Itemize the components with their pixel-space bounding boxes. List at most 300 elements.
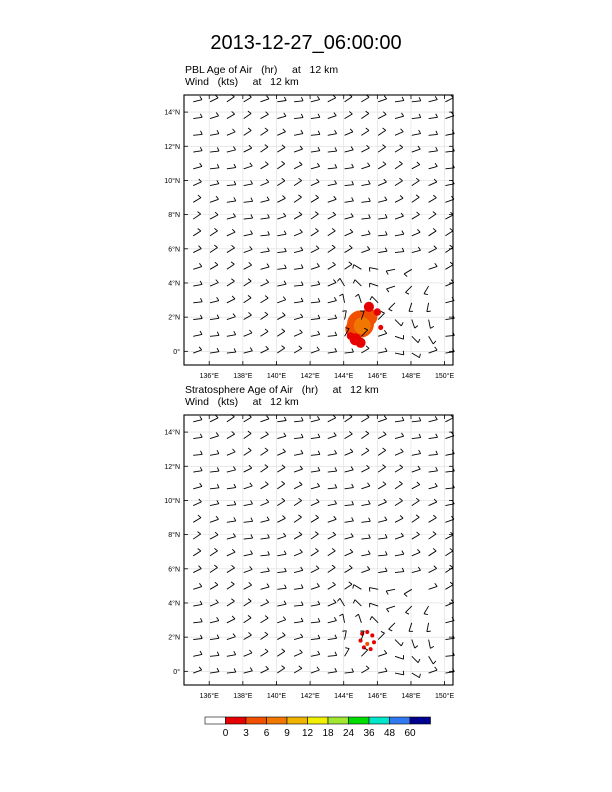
wind-barb	[311, 566, 319, 573]
wind-barb	[370, 296, 378, 302]
x-tick-label: 148°E	[401, 373, 421, 380]
wind-barb-flag	[300, 229, 303, 232]
wind-barb-shaft	[445, 585, 453, 590]
wind-barb-shaft	[260, 502, 268, 505]
wind-barb-shaft	[294, 454, 303, 456]
wind-barb	[277, 161, 284, 168]
wind-barb-shaft	[210, 568, 217, 573]
wind-barb-shaft	[210, 655, 219, 656]
wind-barb	[412, 195, 419, 202]
wind-barb-shaft	[193, 151, 202, 152]
wind-barb-shaft	[277, 588, 286, 589]
wind-barb	[378, 482, 386, 489]
wind-barb	[311, 96, 320, 102]
wind-barb-flag	[317, 263, 319, 266]
wind-barb-shaft	[412, 149, 420, 152]
wind-barb-shaft	[328, 471, 337, 472]
wind-barb-shaft	[277, 484, 284, 489]
wind-barb-shaft	[345, 132, 353, 135]
colorbar	[205, 717, 431, 739]
wind-barb	[244, 330, 252, 336]
wind-barb-shaft	[260, 467, 267, 472]
wind-barb-flag	[217, 652, 219, 656]
wind-barb-flag	[335, 450, 337, 453]
wind-barb-shaft	[395, 147, 403, 152]
wind-barb	[412, 130, 421, 135]
wind-barb-flag	[435, 347, 437, 350]
wind-barb	[311, 667, 319, 673]
wind-barb-shaft	[193, 182, 201, 186]
wind-barb-flag	[337, 598, 340, 601]
wind-barb	[244, 246, 252, 252]
wind-barb-shaft	[429, 198, 437, 203]
wind-barb-flag	[436, 147, 438, 151]
wind-barb-shaft	[294, 421, 303, 422]
wind-barb-shaft	[244, 281, 252, 286]
wind-barb	[429, 483, 438, 489]
wind-barb-shaft	[277, 554, 286, 556]
wind-barb	[404, 589, 412, 596]
wind-barb	[260, 145, 267, 152]
y-tick-label: 2°N	[168, 314, 180, 322]
wind-barb-shaft	[294, 485, 302, 489]
wind-barb	[277, 617, 285, 623]
wind-barb-shaft	[227, 452, 235, 455]
wind-barb	[311, 651, 320, 656]
wind-barb-shaft	[345, 505, 354, 506]
wind-barb-flag	[351, 533, 353, 536]
wind-barb	[193, 163, 202, 169]
x-tick-label: 136°E	[199, 373, 219, 380]
wind-barb-shaft	[361, 504, 370, 506]
wind-barb	[345, 146, 354, 152]
wind-barb-flag	[234, 484, 236, 488]
wind-barb	[328, 147, 337, 152]
wind-barb	[429, 566, 437, 573]
wind-barb-flag	[231, 599, 234, 601]
wind-barb	[395, 498, 403, 505]
wind-barb-flag	[198, 548, 201, 550]
wind-barb	[353, 265, 362, 270]
wind-barb-shaft	[227, 150, 236, 152]
wind-barb-flag	[318, 618, 320, 622]
wind-barb-shaft	[210, 265, 218, 269]
wind-barb-shaft	[369, 588, 378, 590]
wind-barb-flag	[233, 314, 235, 317]
wind-barb	[361, 566, 369, 572]
wind-barb	[260, 346, 268, 353]
wind-barb	[345, 111, 353, 118]
wind-barb-shaft	[244, 601, 252, 606]
wind-barb-flag	[301, 434, 303, 438]
wind-barb	[210, 164, 219, 169]
wind-barb	[412, 247, 421, 253]
wind-barb-shaft	[328, 504, 337, 506]
wind-barb-shaft	[294, 469, 302, 472]
wind-barb-flag	[402, 97, 404, 101]
wind-barb	[429, 347, 437, 353]
wind-barb	[345, 533, 354, 539]
wind-barb-shaft	[277, 452, 285, 456]
wind-barb	[260, 264, 269, 270]
wind-barb-flag	[335, 130, 337, 133]
wind-barb-shaft	[244, 570, 252, 573]
wind-barb	[294, 618, 303, 623]
wind-barb-flag	[215, 582, 218, 585]
wind-barb-shaft	[244, 218, 253, 219]
wind-barb	[260, 128, 268, 135]
wind-barb-shaft	[193, 198, 201, 203]
wind-barb-flag	[301, 634, 303, 637]
wind-barb-shaft	[227, 132, 235, 135]
wind-barb-shaft	[445, 248, 452, 253]
wind-barb	[210, 147, 219, 152]
wind-barb	[429, 532, 436, 539]
wind-barb	[328, 113, 337, 119]
panel1-field-label: PBL Age of Air (hr) at 12 km	[185, 64, 339, 76]
wind-barb-shaft	[294, 118, 303, 119]
wind-barb-shaft	[244, 250, 252, 253]
wind-barb	[210, 297, 219, 303]
wind-barb-flag	[249, 262, 252, 265]
wind-barb-shaft	[345, 470, 354, 472]
wind-barb-flag	[352, 181, 354, 185]
wind-barb	[328, 262, 336, 269]
wind-barb	[244, 448, 252, 455]
wind-barb-shaft	[244, 298, 251, 303]
wind-barb-flag	[318, 451, 320, 455]
wind-barb-flag	[333, 280, 336, 283]
wind-barb-shaft	[386, 589, 395, 591]
wind-barb-shaft	[193, 604, 202, 606]
age-of-air-cell	[370, 633, 374, 637]
wind-barb-shaft	[244, 521, 253, 522]
wind-barb	[294, 450, 303, 455]
wind-barb-shaft	[378, 434, 386, 438]
wind-barb	[345, 517, 354, 522]
wind-barb-flag	[369, 268, 370, 272]
wind-barb-flag	[332, 548, 335, 550]
wind-barb-flag	[352, 484, 354, 488]
wind-barb	[210, 212, 218, 219]
wind-barb	[244, 214, 253, 219]
wind-barb	[244, 198, 253, 203]
wind-barb	[378, 534, 387, 539]
wind-barb-shaft	[409, 303, 412, 312]
wind-barb	[429, 515, 437, 522]
wind-barb-flag	[403, 671, 404, 675]
wind-barb	[378, 248, 387, 253]
wind-barb	[345, 197, 354, 202]
wind-barb	[328, 415, 336, 422]
wind-barb-shaft	[412, 232, 420, 235]
wind-barb-shaft	[193, 249, 201, 253]
wind-barb	[361, 95, 369, 102]
wind-barb-shaft	[378, 653, 387, 656]
wind-barb-flag	[315, 228, 318, 230]
wind-barb	[294, 265, 303, 270]
wind-barb	[345, 181, 354, 186]
wind-barb-shaft	[210, 488, 219, 489]
wind-barb	[210, 415, 218, 422]
wind-barb	[328, 548, 336, 555]
wind-barb	[193, 434, 202, 439]
wind-barb	[277, 195, 285, 202]
wind-barb	[378, 551, 387, 556]
wind-barb	[395, 533, 404, 539]
wind-barb	[227, 484, 236, 489]
wind-barb	[193, 499, 201, 506]
wind-barb	[311, 483, 320, 489]
wind-barb	[328, 196, 336, 202]
wind-barb	[227, 467, 236, 473]
wind-barb-shaft	[412, 454, 421, 456]
wind-barb-shaft	[294, 552, 302, 555]
wind-barb-flag	[315, 212, 318, 214]
wind-barb-flag	[282, 649, 285, 651]
wind-barb-shaft	[429, 518, 437, 523]
age-of-air-cell	[374, 308, 381, 316]
wind-barb-shaft	[345, 552, 353, 556]
wind-barb-shaft	[378, 235, 387, 236]
wind-barb-shaft	[193, 420, 202, 422]
wind-barb-shaft	[412, 250, 421, 252]
wind-barb	[277, 449, 285, 456]
wind-barb-flag	[267, 584, 269, 587]
wind-barb-shaft	[210, 672, 219, 673]
wind-barb	[361, 551, 370, 556]
wind-barb-flag	[283, 449, 286, 452]
wind-barb	[328, 652, 337, 657]
wind-barb-flag	[267, 197, 269, 200]
wind-barb	[277, 129, 285, 136]
wind-barb	[193, 179, 201, 186]
wind-barb-shaft	[311, 182, 319, 186]
wind-barb-shaft	[294, 149, 302, 152]
wind-barb	[294, 130, 303, 135]
wind-barb-shaft	[294, 621, 303, 622]
wind-barb-flag	[234, 331, 236, 334]
wind-barb-shaft	[193, 231, 201, 236]
wind-barb	[345, 213, 354, 219]
wind-barb-shaft	[328, 184, 337, 186]
wind-barb-flag	[251, 214, 253, 218]
wind-barb-flag	[250, 163, 252, 166]
wind-barb-flag	[250, 231, 252, 234]
wind-barb-flag	[416, 515, 419, 517]
wind-barb-flag	[301, 314, 303, 317]
wind-barb-shaft	[244, 653, 252, 656]
wind-barb-shaft	[193, 117, 202, 118]
wind-barb-flag	[199, 347, 202, 350]
colorbar-label: 12	[301, 728, 314, 739]
wind-barb	[227, 181, 236, 186]
wind-barb-flag	[249, 330, 252, 333]
wind-barb-flag	[369, 534, 371, 538]
wind-barb-shaft	[424, 606, 429, 614]
wind-barb-flag	[284, 551, 286, 554]
wind-barb-flag	[435, 483, 437, 486]
wind-barb-shaft	[412, 517, 419, 522]
wind-barb-flag	[317, 583, 319, 586]
colorbar-label: 9	[284, 728, 290, 739]
wind-barb-flag	[385, 197, 387, 200]
wind-barb	[386, 606, 395, 612]
wind-barb-flag	[300, 549, 303, 552]
wind-barb	[227, 668, 236, 673]
wind-barb	[260, 312, 267, 319]
colorbar-label: 3	[243, 728, 249, 739]
wind-barb-flag	[339, 294, 342, 296]
wind-barb-flag	[401, 449, 404, 452]
wind-barb	[193, 298, 202, 303]
y-tick-label: 6°N	[168, 246, 180, 254]
wind-barb-flag	[284, 417, 286, 421]
wind-barb-flag	[351, 146, 353, 149]
wind-barb-shaft	[311, 266, 320, 269]
wind-barb-flag	[198, 228, 201, 230]
wind-barb-flag	[217, 500, 219, 503]
wind-barb-shaft	[412, 353, 420, 358]
wind-barb	[277, 265, 286, 270]
wind-barb	[395, 213, 404, 219]
wind-barb-flag	[233, 533, 235, 536]
wind-barb	[277, 649, 285, 656]
wind-barb-shaft	[361, 450, 369, 455]
wind-barb-shaft	[277, 572, 286, 573]
wind-barb-flag	[384, 96, 386, 99]
wind-barb-shaft	[294, 588, 303, 589]
wind-barb	[412, 532, 420, 539]
wind-barb	[395, 195, 403, 202]
wind-barb-shaft	[244, 486, 253, 489]
wind-barb-shaft	[277, 467, 285, 472]
wind-barb	[429, 163, 438, 169]
wind-barb-flag	[349, 565, 352, 568]
wind-barb-shaft	[311, 471, 320, 472]
wind-barb-shaft	[395, 181, 403, 186]
wind-barb-flag	[265, 162, 268, 165]
y-tick-label: 6°N	[168, 566, 180, 574]
wind-barb-shaft	[260, 331, 268, 336]
wind-barb-shaft	[378, 218, 387, 219]
wind-barb-flag	[366, 666, 369, 669]
wind-barb-flag	[400, 195, 403, 198]
wind-barb-shaft	[386, 286, 395, 289]
wind-barb-flag	[335, 332, 337, 336]
wind-barb-shaft	[311, 198, 319, 203]
wind-barb	[361, 128, 369, 135]
wind-barb-shaft	[193, 502, 201, 506]
wind-barb-flag	[350, 129, 353, 132]
wind-barb	[294, 178, 302, 185]
wind-barb-flag	[282, 346, 285, 348]
wind-barb	[311, 618, 320, 623]
wind-barb-flag	[435, 263, 437, 266]
wind-barb-shaft	[260, 651, 268, 656]
wind-barb-flag	[430, 646, 433, 648]
wind-barb-flag	[385, 248, 387, 252]
wind-barb-shaft	[429, 100, 438, 102]
wind-barb	[294, 346, 302, 353]
wind-barb-flag	[367, 465, 370, 468]
wind-barb-shaft	[193, 100, 202, 102]
wind-barb	[193, 147, 202, 152]
wind-barb	[378, 112, 386, 119]
wind-barb	[227, 262, 234, 269]
wind-barb	[378, 631, 384, 639]
wind-barb-shaft	[361, 114, 368, 119]
wind-barb-flag	[284, 97, 286, 101]
wind-barb	[445, 582, 453, 589]
wind-barb-flag	[369, 198, 371, 202]
wind-barb-shaft	[395, 132, 403, 136]
wind-barb-shaft	[277, 518, 285, 522]
wind-barb-shaft	[404, 269, 412, 274]
wind-barb	[210, 228, 218, 235]
wind-barb-flag	[299, 482, 302, 485]
wind-barb	[227, 549, 235, 556]
wind-barb-shaft	[311, 249, 319, 253]
wind-barb	[328, 467, 337, 472]
wind-barb	[328, 668, 337, 673]
wind-barb-flag	[401, 322, 403, 326]
wind-barb-shaft	[395, 484, 402, 489]
wind-barb-shaft	[359, 614, 362, 623]
wind-barb-flag	[352, 197, 354, 201]
wind-barb-shaft	[227, 584, 234, 589]
wind-barb-shaft	[277, 284, 286, 286]
wind-barb	[294, 247, 303, 253]
wind-barb-flag	[419, 434, 421, 438]
wind-barb	[429, 640, 434, 649]
wind-barb-flag	[217, 130, 219, 133]
wind-barb-flag	[384, 330, 386, 333]
wind-barb-flag	[335, 315, 337, 319]
wind-barb	[361, 415, 369, 422]
wind-barb-shaft	[378, 114, 386, 118]
wind-barb-flag	[233, 129, 236, 132]
wind-barb-shaft	[227, 281, 235, 286]
wind-barb-flag	[198, 246, 201, 249]
wind-barb-shaft	[227, 97, 234, 102]
y-tick-label: 14°N	[164, 429, 180, 437]
wind-barb-flag	[248, 615, 251, 617]
wind-barb	[311, 179, 319, 186]
wind-barb-shaft	[311, 569, 319, 573]
wind-barb-shaft	[328, 418, 336, 422]
wind-barb-flag	[334, 433, 336, 436]
wind-barb-shaft	[345, 631, 347, 640]
wind-barb-shaft	[345, 417, 352, 422]
wind-barb-flag	[419, 114, 421, 118]
wind-barb-flag	[248, 599, 251, 601]
wind-barb-shaft	[277, 216, 286, 219]
wind-barb	[378, 162, 386, 169]
wind-barb	[412, 212, 420, 219]
panel1-wind-label: Wind (kts) at 12 km	[185, 76, 299, 88]
wind-barb	[412, 162, 420, 169]
wind-barb	[277, 346, 284, 353]
wind-barb-flag	[318, 467, 320, 471]
wind-barb	[361, 246, 369, 252]
wind-barb	[210, 582, 218, 589]
wind-barb	[260, 112, 268, 119]
wind-barb-shaft	[210, 352, 219, 353]
wind-barb-shaft	[277, 252, 286, 253]
wind-barb	[294, 146, 302, 152]
wind-barb-shaft	[361, 650, 367, 656]
